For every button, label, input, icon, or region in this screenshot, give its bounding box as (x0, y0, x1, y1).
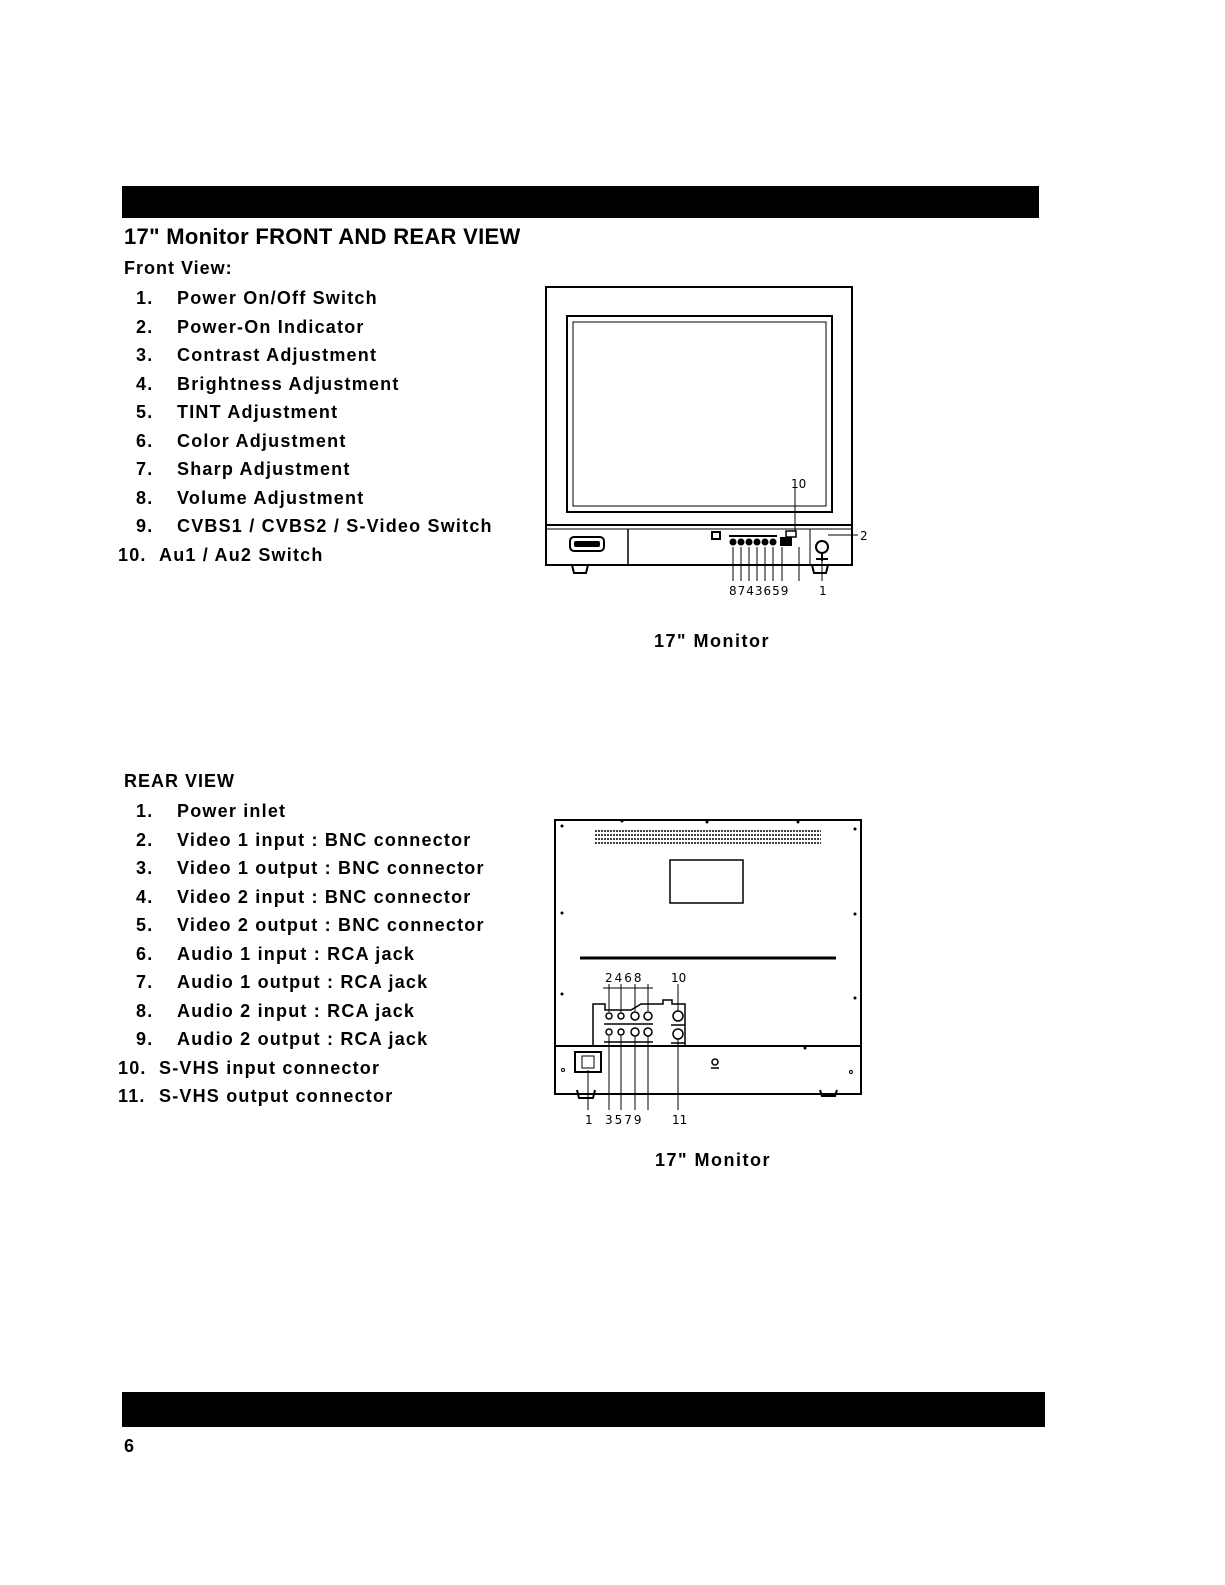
front-view-diagram (540, 285, 880, 610)
list-item (118, 512, 493, 541)
input-switch (780, 537, 792, 546)
list-item (118, 541, 493, 570)
item-label: TINT Adjustment (177, 402, 339, 422)
list-item (118, 1054, 485, 1083)
rear-view-diagram (555, 818, 875, 1143)
power-inlet-socket (582, 1056, 594, 1068)
list-item (118, 455, 493, 484)
item-number: 2. (136, 829, 154, 850)
header-bar (122, 186, 1039, 218)
connector-bay (593, 1000, 685, 1046)
callout-lines-top (603, 984, 678, 1012)
callout-label-bottom-row: 3579 (605, 1113, 644, 1127)
front-view-list (118, 284, 493, 569)
rear-view-caption: 17" Monitor (655, 1150, 772, 1170)
list-item (118, 968, 485, 997)
item-number: 4. (136, 886, 154, 907)
base-screw (850, 1071, 853, 1074)
item-label: S-VHS output connector (159, 1086, 394, 1106)
item-label: Video 2 input : BNC connector (177, 886, 472, 907)
item-label: Audio 2 input : RCA jack (177, 1000, 416, 1021)
screen-inner-edge (573, 322, 826, 506)
front-foot-right (812, 565, 828, 573)
list-item (118, 1082, 485, 1111)
item-label: Video 2 output : BNC connector (177, 915, 485, 935)
list-item (118, 883, 485, 912)
item-number: 10. (118, 544, 147, 565)
item-number: 7. (136, 972, 154, 992)
list-item (118, 797, 485, 826)
item-number: 8. (136, 487, 154, 508)
page-number: 6 (124, 1436, 135, 1456)
list-item (118, 427, 493, 456)
video2-output-connector (618, 1029, 624, 1035)
list-item (118, 1025, 485, 1054)
rear-view-list (118, 797, 485, 1111)
list-item (118, 398, 493, 427)
callout-label-top-right: 10 (671, 971, 687, 985)
audio2-input-jack (644, 1012, 652, 1020)
item-number: 5. (136, 402, 154, 422)
contrast-knob (754, 539, 761, 546)
video1-input-connector (606, 1013, 612, 1019)
item-label: Power-On Indicator (177, 316, 365, 337)
list-item (118, 484, 493, 513)
tint-knob (762, 539, 769, 546)
volume-knob (730, 539, 737, 546)
item-label: Audio 1 output : RCA jack (177, 972, 429, 992)
front-foot-left (572, 565, 588, 573)
base-screw (804, 1047, 807, 1050)
video2-input-connector (618, 1013, 624, 1019)
callout-label-bottom-right: 11 (672, 1113, 688, 1127)
item-number: 10. (118, 1057, 147, 1078)
page-title: 17" Monitor FRONT AND REAR VIEW (124, 224, 521, 249)
item-number: 11. (118, 1086, 146, 1106)
power-button (816, 541, 828, 553)
callout-label-top-row: 2468 (605, 971, 644, 985)
power-inlet (575, 1052, 601, 1072)
callout-label-bottom-right: 1 (819, 584, 827, 598)
callout-label-bottom-row: 8743659 (729, 584, 790, 598)
list-item (118, 997, 485, 1026)
label-plate (670, 860, 743, 903)
svhs-input-connector (673, 1011, 683, 1021)
item-label: Volume Adjustment (177, 487, 365, 508)
adjustment-knobs (729, 531, 796, 546)
list-item (118, 911, 485, 940)
item-number: 1. (136, 288, 154, 308)
item-label: Contrast Adjustment (177, 345, 378, 365)
callout-label-right: 2 (860, 529, 868, 543)
list-item (118, 854, 485, 883)
brightness-knob (746, 539, 753, 546)
item-number: 4. (136, 373, 154, 394)
item-label: Video 1 input : BNC connector (177, 829, 472, 850)
item-label: Video 1 output : BNC connector (177, 858, 485, 878)
audio1-input-jack (631, 1012, 639, 1020)
item-number: 6. (136, 943, 154, 964)
item-label: Au1 / Au2 Switch (159, 544, 324, 565)
item-label: Brightness Adjustment (177, 373, 400, 394)
sharp-knob (738, 539, 745, 546)
item-label: Power inlet (177, 801, 287, 821)
item-label: Audio 2 output : RCA jack (177, 1029, 429, 1049)
item-number: 8. (136, 1000, 154, 1021)
callout-label-bottom-left: 1 (585, 1113, 593, 1127)
knob-rail (729, 535, 777, 537)
item-number: 1. (136, 801, 154, 821)
video1-output-connector (606, 1029, 612, 1035)
list-item (118, 341, 493, 370)
item-number: 6. (136, 430, 154, 451)
callout-label-top: 10 (791, 477, 807, 491)
audio-switch (786, 531, 796, 537)
item-number: 9. (136, 1029, 154, 1049)
audio2-output-jack (644, 1028, 652, 1036)
indicator-window (712, 532, 720, 539)
list-item (118, 370, 493, 399)
base-screw (562, 1069, 565, 1072)
list-item (118, 940, 485, 969)
item-label: S-VHS input connector (159, 1057, 381, 1078)
list-item (118, 313, 493, 342)
color-knob (770, 539, 777, 546)
rear-view-heading: REAR VIEW (124, 771, 236, 791)
item-label: Sharp Adjustment (177, 459, 351, 479)
list-item (118, 284, 493, 313)
item-number: 5. (136, 915, 154, 935)
item-number: 7. (136, 459, 154, 479)
item-label: Power On/Off Switch (177, 288, 378, 308)
front-view-caption: 17" Monitor (654, 631, 771, 651)
footer-bar (122, 1392, 1045, 1427)
item-label: Color Adjustment (177, 430, 347, 451)
item-label: Audio 1 input : RCA jack (177, 943, 416, 964)
item-number: 3. (136, 345, 154, 365)
item-label: CVBS1 / CVBS2 / S-Video Switch (177, 516, 493, 536)
list-item (118, 826, 485, 855)
front-view-heading: Front View: (124, 258, 233, 278)
audio1-output-jack (631, 1028, 639, 1036)
item-number: 9. (136, 516, 154, 536)
monitor-cabinet (546, 287, 852, 565)
vent-slots (595, 831, 821, 843)
item-number: 2. (136, 316, 154, 337)
svhs-output-connector (673, 1029, 683, 1039)
speaker-grille-slots (574, 541, 600, 547)
rear-symbol (712, 1059, 718, 1065)
item-number: 3. (136, 858, 154, 878)
